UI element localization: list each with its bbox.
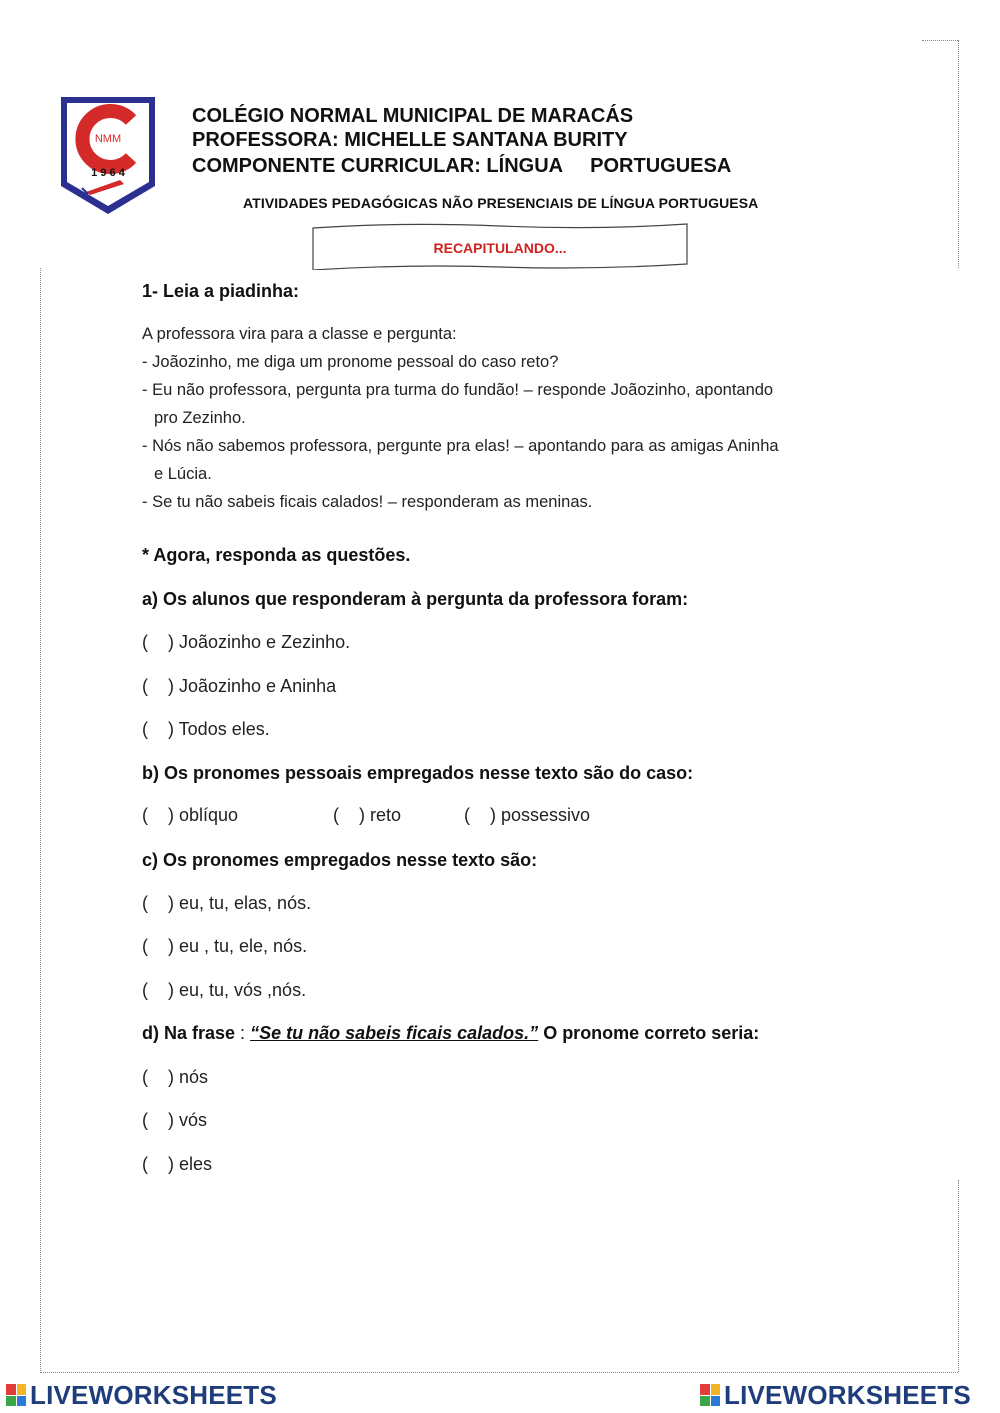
header-activities: ATIVIDADES PEDAGÓGICAS NÃO PRESENCIAIS DE LÍNGUA PORTUGUESA [243,195,759,211]
qd-quote: “Se tu não sabeis ficais calados.” [250,1023,539,1043]
qd-title [142,1023,759,1044]
recap-label: RECAPITULANDO... [433,240,567,256]
header-school: COLÉGIO NORMAL MUNICIPAL DE MARACÁS [192,105,634,127]
joke-line: pro Zezinho. [154,409,246,427]
qd-option-3[interactable]: ( ) eles [142,1154,213,1174]
joke-line: - Nós não sabemos professora, pergunte pra elas! – apontando para as amigas Aninha [142,437,779,455]
qb-option-1[interactable]: ( ) oblíquo [142,805,239,825]
joke-line: - Joãozinho, me diga um pronome pessoal do caso reto? [142,353,559,371]
header-teacher: PROFESSORA: MICHELLE SANTANA BURITY [192,129,628,151]
qa-title: a) Os alunos que responderam à pergunta da professora foram: [142,589,689,609]
instructions: * Agora, responda as questões. [142,545,411,565]
q1-title: 1- Leia a piadinha: [142,281,300,301]
footer-brand-text: LIVEWORKSHEETS [30,1379,277,1410]
qb-option-2[interactable]: ( ) reto [333,805,402,825]
qd-option-2[interactable]: ( ) vós [142,1110,208,1130]
qd-title-prefix: d) Na frase [142,1023,236,1043]
page-border-top [922,40,958,41]
joke-text [142,320,862,516]
qa-option-3[interactable]: ( ) Todos eles. [142,719,270,739]
qa-option-2[interactable]: ( ) Joãozinho e Aninha [142,676,337,696]
page-border-bottom [40,1372,958,1373]
qc-title: c) Os pronomes empregados nesse texto são: [142,850,538,870]
qa-option-1[interactable]: ( ) Joãozinho e Zezinho. [142,632,351,652]
qd-option-1[interactable]: ( ) nós [142,1067,209,1087]
qb-option-3[interactable]: ( ) possessivo [464,805,591,825]
footer-brand-text: LIVEWORKSHEETS [724,1379,971,1410]
logo-letters: NMM [94,133,122,145]
joke-line: e Lúcia. [154,465,212,483]
header-subject: COMPONENTE CURRICULAR: LÍNGUA PORTUGUESA [192,155,732,177]
qd-colon: : [235,1023,251,1043]
qc-option-2[interactable]: ( ) eu , tu, ele, nós. [142,936,308,956]
liveworksheets-icon [6,1384,26,1406]
page-border-right-bottom [958,1180,959,1372]
joke-line: - Eu não professora, pergunta pra turma do fundão! – responde Joãozinho, apontando [142,381,774,399]
qb-title: b) Os pronomes pessoais empregados nesse texto são do caso: [142,763,694,783]
logo-year: 1 9 6 4 [91,167,125,179]
liveworksheets-icon [700,1384,720,1406]
page-border-right-top [958,40,959,268]
page-border-left [40,268,41,1373]
footer-brand-right [700,1381,971,1409]
joke-line: A professora vira para a classe e pergunta: [142,325,457,343]
qd-title-suffix: O pronome correto seria: [538,1023,760,1043]
school-logo [58,94,158,216]
joke-line: - Se tu não sabeis ficais calados! – responderam as meninas. [142,493,593,511]
qc-option-3[interactable]: ( ) eu, tu, vós ,nós. [142,980,307,1000]
footer-brand-left [6,1381,277,1409]
qc-option-1[interactable]: ( ) eu, tu, elas, nós. [142,893,312,913]
